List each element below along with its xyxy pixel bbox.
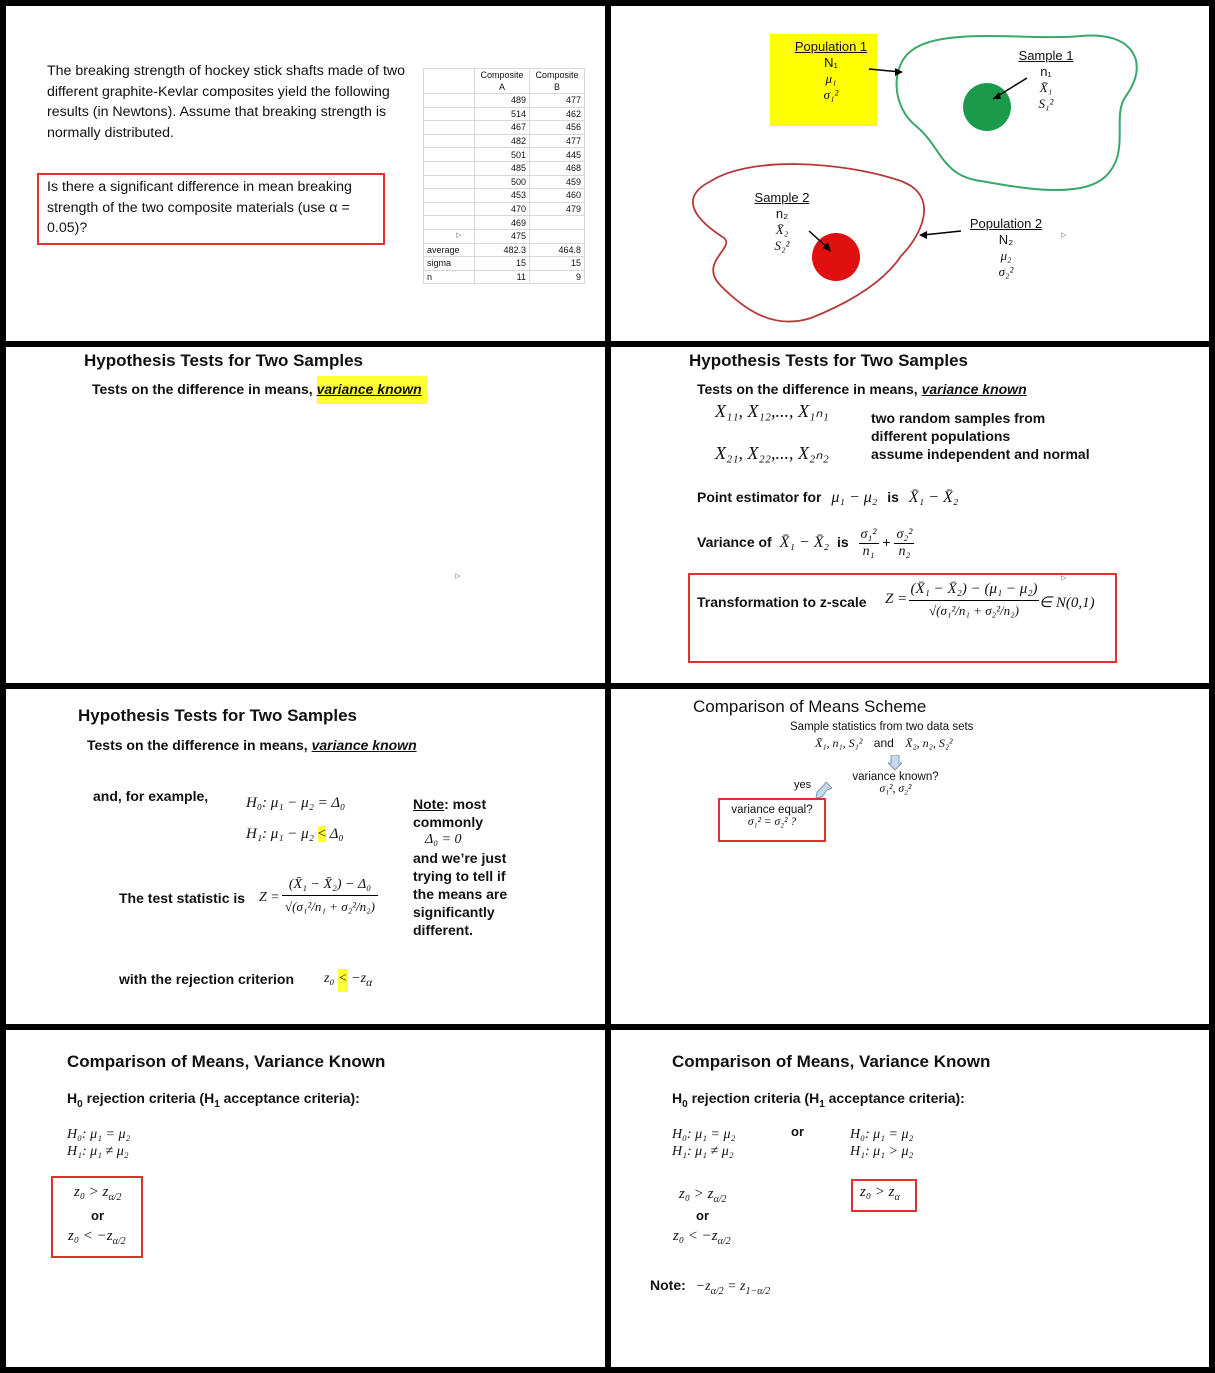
sample-sequence-1: X₁₁, X₁₂,..., X₁ₙ₁ xyxy=(715,401,829,421)
table-cell-empty xyxy=(424,202,475,216)
table-cell: 475 xyxy=(475,229,530,243)
cursor-icon: ▹ xyxy=(455,570,461,582)
table-cell: 514 xyxy=(475,107,530,121)
sample-1-label: Sample 1 n₁ X̄₁ S₁² xyxy=(1018,48,1074,111)
table-cell-empty xyxy=(424,161,475,175)
cursor-icon: ▹ xyxy=(456,229,462,241)
sample-description: two random samples from different populations assume independent and normal xyxy=(871,410,1090,462)
variance-known: variance known? σ₁², σ₂² xyxy=(852,771,939,795)
table-cell: 445 xyxy=(530,148,585,162)
population-1-label: Population 1 N₁ μ₁ σ₁² xyxy=(794,39,868,102)
table-cell: 477 xyxy=(530,94,585,108)
table-cell: 479 xyxy=(530,202,585,216)
z-fraction: (X̄₁ − X̄₂) − (μ₁ − μ₂) √(σ₁²/n₁ + σ₂²/n₂) xyxy=(910,581,1038,618)
table-row xyxy=(424,148,585,162)
table-row xyxy=(424,134,585,148)
criteria-heading: $H_0$ rejection criteria ($H_1$ acceptance criteria): xyxy=(67,1090,360,1110)
pop2-arrow xyxy=(923,231,961,235)
table-row xyxy=(424,94,585,108)
slide-1-problem xyxy=(6,6,605,341)
slide-6 xyxy=(611,689,1209,1024)
scheme-intro: Sample statistics from two data sets xyxy=(790,721,974,733)
yes-label: yes xyxy=(794,779,812,791)
slide-subtitle: Tests on the difference in means, variance known xyxy=(92,381,427,397)
example-label: and, for example, xyxy=(93,788,209,804)
slide-8 xyxy=(611,1030,1209,1367)
slide-7 xyxy=(6,1030,605,1367)
lower-criterion: $z_0 < -z_{\alpha/2}$ xyxy=(68,1228,126,1247)
summary-label: sigma xyxy=(424,257,475,271)
data-table xyxy=(423,68,585,284)
slide-title: Hypothesis Tests for Two Samples xyxy=(689,351,968,370)
yes-arrow-icon xyxy=(814,782,832,799)
slide-title: Comparison of Means Scheme xyxy=(693,697,927,716)
table-summary-row xyxy=(424,257,585,271)
h0-hypothesis: H₀: μ₁ − μ₂ = Δ₀ xyxy=(246,795,346,811)
hypotheses-one-sided: H₀: μ₁ = μ₂ H₁: μ₁ > μ₂ xyxy=(850,1127,914,1159)
table-cell-empty xyxy=(424,148,475,162)
slide-title: Hypothesis Tests for Two Samples xyxy=(84,351,363,370)
slide-title: Comparison of Means, Variance Known xyxy=(67,1052,386,1071)
table-summary-row xyxy=(424,270,585,284)
note: Note: $-z_{\alpha/2} = z_{1-\alpha/2}$ xyxy=(650,1277,771,1297)
table-cell: 453 xyxy=(475,189,530,203)
point-estimator: Point estimator for μ₁ − μ₂ is X̄₁ − X̄₂ xyxy=(697,489,959,506)
scheme-stats: X̄₁, n₁, S₁² and X̄₂, n₂, S₂² xyxy=(815,736,953,750)
table-cell: 467 xyxy=(475,121,530,135)
table-row xyxy=(424,175,585,189)
variance-equal: variance equal? σ₁² = σ₂² ? xyxy=(731,804,813,828)
table-cell-empty xyxy=(424,107,475,121)
summary-label: average xyxy=(424,243,475,257)
table-cell xyxy=(530,229,585,243)
hypotheses: H₀: μ₁ = μ₂ H₁: μ₁ ≠ μ₂ xyxy=(67,1127,131,1159)
cursor-icon: ▹ xyxy=(1061,572,1067,584)
table-cell: 500 xyxy=(475,175,530,189)
one-sided-criterion: $z_0 > z_\alpha$ xyxy=(860,1184,900,1203)
or-label: or xyxy=(791,1124,804,1139)
table-cell: 485 xyxy=(475,161,530,175)
hypotheses-two-sided: H₀: μ₁ = μ₂ H₁: μ₁ ≠ μ₂ xyxy=(672,1127,736,1159)
summary-value: 482.3 xyxy=(475,243,530,257)
summary-label: n xyxy=(424,270,475,284)
summary-value: 464.8 xyxy=(530,243,585,257)
test-statistic-fraction: (X̄₁ − X̄₂) − Δ₀ √(σ₁²/n₁ + σ₂²/n₂) xyxy=(282,877,378,915)
table-cell-empty xyxy=(424,69,475,94)
variance-line: Variance of X̄₁ − X̄₂ is $\frac{\text{σ₁²}}{\text{n₁}}$ + $\frac{\text{σ₂²}}{\text{n₂}}$ xyxy=(697,527,913,559)
table-cell-empty xyxy=(424,94,475,108)
rejection-criterion: $z_0 < -z_\alpha$ xyxy=(324,971,372,989)
population-2-label: Population 2 N₂ μ₂ σ₂² xyxy=(969,216,1043,279)
table-header: Composite A xyxy=(475,69,530,94)
question-text: Is there a significant difference in mean breaking strength of the two composite materials (use α = 0.05)? xyxy=(47,179,352,236)
normal-dist: ∈ N(0,1) xyxy=(1039,595,1095,611)
transformation-label: Transformation to z-scale xyxy=(697,594,867,610)
table-summary-row xyxy=(424,243,585,257)
table-cell: 469 xyxy=(475,216,530,230)
upper-criterion: $z_0 > z_{\alpha/2}$ xyxy=(679,1186,727,1205)
table-row xyxy=(424,161,585,175)
table-cell: 456 xyxy=(530,121,585,135)
table-row xyxy=(424,229,585,243)
rejection-label: with the rejection criterion xyxy=(119,971,295,987)
slide-2-diagram xyxy=(611,6,1209,341)
table-row xyxy=(424,216,585,230)
sample-sequence-2: X₂₁, X₂₂,..., X₂ₙ₂ xyxy=(715,443,829,463)
table-cell-empty xyxy=(424,121,475,135)
note-text: Note: most commonly Δ₀ = 0 and we’re just trying to tell if the means are significantly different. xyxy=(413,796,508,938)
sample-2-label: Sample 2 n₂ X̄₂ S₂² xyxy=(754,190,810,253)
slide-title: Hypothesis Tests for Two Samples xyxy=(78,706,357,725)
table-cell: 459 xyxy=(530,175,585,189)
upper-criterion: $z_0 > z_{\alpha/2}$ xyxy=(74,1184,122,1203)
populations-diagram xyxy=(611,6,1209,341)
or-label-2: or xyxy=(696,1208,709,1223)
table-header-row xyxy=(424,69,585,94)
table-cell: 482 xyxy=(475,134,530,148)
summary-value: 15 xyxy=(475,257,530,271)
table-cell-empty xyxy=(424,216,475,230)
z-equals: Z = xyxy=(885,591,908,607)
table-cell: 489 xyxy=(475,94,530,108)
table-cell xyxy=(530,216,585,230)
criteria-heading: $H_0$ rejection criteria ($H_1$ acceptance criteria): xyxy=(672,1090,965,1110)
slide-subtitle: Tests on the difference in means, variance known xyxy=(87,737,417,753)
table-cell-empty xyxy=(424,229,475,243)
sample-1-dot xyxy=(963,83,1011,131)
slide-subtitle: Tests on the difference in means, variance known xyxy=(697,381,1027,397)
h1-hypothesis: H₁: μ₁ − μ₂ < Δ₀ xyxy=(246,826,344,842)
table-row xyxy=(424,189,585,203)
table-cell-empty xyxy=(424,175,475,189)
transformation-box xyxy=(688,573,1117,663)
problem-statement: The breaking strength of hockey stick shafts made of two different graphite-Kevlar composites yield the following results (in Newtons). Assume that breaking strength is normally distributed. xyxy=(47,63,406,141)
summary-value: 15 xyxy=(530,257,585,271)
table-cell-empty xyxy=(424,134,475,148)
cursor-icon: ▹ xyxy=(1061,229,1067,241)
table-cell: 468 xyxy=(530,161,585,175)
table-row xyxy=(424,107,585,121)
table-cell: 501 xyxy=(475,148,530,162)
table-cell: 470 xyxy=(475,202,530,216)
table-row xyxy=(424,202,585,216)
table-cell: 460 xyxy=(530,189,585,203)
test-statistic-label: The test statistic is xyxy=(119,890,246,906)
slide-5 xyxy=(6,689,605,1024)
table-row xyxy=(424,121,585,135)
slide-3 xyxy=(6,347,605,683)
slide-4 xyxy=(611,347,1209,683)
z-equals: Z = xyxy=(259,890,280,905)
slide-title: Comparison of Means, Variance Known xyxy=(672,1052,991,1071)
or-label: or xyxy=(91,1208,104,1223)
table-header: Composite B xyxy=(530,69,585,94)
table-cell: 462 xyxy=(530,107,585,121)
summary-value: 11 xyxy=(475,270,530,284)
table-cell: 477 xyxy=(530,134,585,148)
down-arrow-icon xyxy=(888,755,902,771)
summary-value: 9 xyxy=(530,270,585,284)
table-cell-empty xyxy=(424,189,475,203)
lower-criterion: $z_0 < -z_{\alpha/2}$ xyxy=(673,1228,731,1247)
